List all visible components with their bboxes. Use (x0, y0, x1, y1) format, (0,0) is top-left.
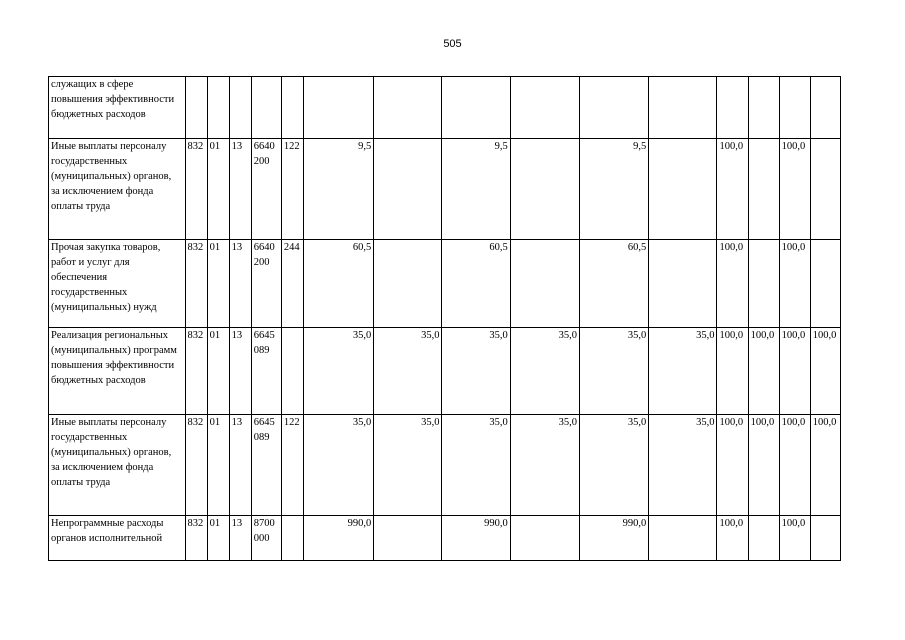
amount-cell: 990,0 (579, 516, 648, 561)
table-row (49, 516, 841, 561)
amount-cell: 9,5 (579, 139, 648, 240)
percent-cell (748, 139, 779, 240)
budget-table (48, 76, 841, 561)
amount-cell (510, 77, 579, 139)
rz-code-cell: 01 (207, 415, 229, 516)
vr-code-cell (281, 328, 303, 415)
row-name-cell: Иные выплаты персоналу государственных (муниципальных) органов, за исключением фонда оплаты труда (49, 415, 186, 516)
ved-code-cell: 832 (185, 516, 207, 561)
amount-cell (649, 77, 717, 139)
amount-cell: 60,5 (442, 240, 510, 328)
rz-code-cell (207, 77, 229, 139)
ved-code-cell: 832 (185, 139, 207, 240)
rz-code-cell: 01 (207, 516, 229, 561)
vr-code-cell (281, 77, 303, 139)
amount-cell: 35,0 (442, 415, 510, 516)
row-name-cell: Непрограммные расходы органов исполнительной (49, 516, 186, 561)
row-name-cell: служащих в сфере повышения эффективности бюджетных расходов (49, 77, 186, 139)
percent-cell: 100,0 (717, 139, 748, 240)
percent-cell: 100,0 (779, 240, 810, 328)
pr-code-cell: 13 (229, 139, 251, 240)
pr-code-cell: 13 (229, 516, 251, 561)
table-row (49, 139, 841, 240)
amount-cell: 35,0 (579, 328, 648, 415)
amount-cell: 35,0 (303, 415, 373, 516)
csr-code-cell: 6640 200 (251, 139, 281, 240)
amount-cell: 35,0 (374, 415, 442, 516)
amount-cell: 35,0 (510, 328, 579, 415)
amount-cell: 9,5 (303, 139, 373, 240)
table-row (49, 328, 841, 415)
amount-cell: 35,0 (442, 328, 510, 415)
percent-cell: 100,0 (717, 240, 748, 328)
percent-cell (748, 77, 779, 139)
amount-cell (510, 240, 579, 328)
pr-code-cell: 13 (229, 240, 251, 328)
amount-cell (374, 77, 442, 139)
csr-code-cell: 6645 089 (251, 415, 281, 516)
percent-cell (810, 240, 840, 328)
amount-cell (374, 516, 442, 561)
rz-code-cell: 01 (207, 328, 229, 415)
pr-code-cell: 13 (229, 415, 251, 516)
percent-cell (810, 77, 840, 139)
percent-cell (810, 516, 840, 561)
percent-cell: 100,0 (717, 328, 748, 415)
percent-cell (748, 516, 779, 561)
amount-cell: 9,5 (442, 139, 510, 240)
amount-cell (303, 77, 373, 139)
percent-cell (779, 77, 810, 139)
pr-code-cell (229, 77, 251, 139)
table-row (49, 415, 841, 516)
ved-code-cell: 832 (185, 415, 207, 516)
percent-cell: 100,0 (810, 415, 840, 516)
amount-cell (442, 77, 510, 139)
ved-code-cell: 832 (185, 328, 207, 415)
amount-cell (649, 240, 717, 328)
csr-code-cell: 6645 089 (251, 328, 281, 415)
percent-cell: 100,0 (779, 516, 810, 561)
row-name-cell: Иные выплаты персоналу государственных (муниципальных) органов, за исключением фонда оплаты труда (49, 139, 186, 240)
table-row (49, 240, 841, 328)
percent-cell: 100,0 (779, 415, 810, 516)
amount-cell (649, 139, 717, 240)
rz-code-cell: 01 (207, 139, 229, 240)
vr-code-cell: 122 (281, 139, 303, 240)
percent-cell: 100,0 (748, 415, 779, 516)
percent-cell: 100,0 (810, 328, 840, 415)
percent-cell (717, 77, 748, 139)
amount-cell: 35,0 (374, 328, 442, 415)
amount-cell (510, 516, 579, 561)
amount-cell: 35,0 (649, 415, 717, 516)
row-name-cell: Прочая закупка товаров, работ и услуг для обеспечения государственных (муниципальных) нужд (49, 240, 186, 328)
amount-cell (579, 77, 648, 139)
percent-cell: 100,0 (748, 328, 779, 415)
amount-cell: 35,0 (510, 415, 579, 516)
amount-cell (374, 139, 442, 240)
csr-code-cell: 8700 000 (251, 516, 281, 561)
amount-cell: 60,5 (579, 240, 648, 328)
percent-cell: 100,0 (717, 415, 748, 516)
vr-code-cell (281, 516, 303, 561)
vr-code-cell: 244 (281, 240, 303, 328)
percent-cell: 100,0 (779, 328, 810, 415)
csr-code-cell: 6640 200 (251, 240, 281, 328)
amount-cell: 60,5 (303, 240, 373, 328)
percent-cell (810, 139, 840, 240)
table-row (49, 77, 841, 139)
ved-code-cell (185, 77, 207, 139)
pr-code-cell: 13 (229, 328, 251, 415)
amount-cell: 35,0 (579, 415, 648, 516)
csr-code-cell (251, 77, 281, 139)
percent-cell: 100,0 (779, 139, 810, 240)
vr-code-cell: 122 (281, 415, 303, 516)
amount-cell (374, 240, 442, 328)
amount-cell: 990,0 (442, 516, 510, 561)
rz-code-cell: 01 (207, 240, 229, 328)
ved-code-cell: 832 (185, 240, 207, 328)
percent-cell: 100,0 (717, 516, 748, 561)
amount-cell (510, 139, 579, 240)
row-name-cell: Реализация региональных (муниципальных) программ повышения эффективности бюджетных расходов (49, 328, 186, 415)
page-number: 505 (443, 38, 462, 50)
amount-cell: 35,0 (303, 328, 373, 415)
amount-cell: 35,0 (649, 328, 717, 415)
percent-cell (748, 240, 779, 328)
amount-cell: 990,0 (303, 516, 373, 561)
amount-cell (649, 516, 717, 561)
